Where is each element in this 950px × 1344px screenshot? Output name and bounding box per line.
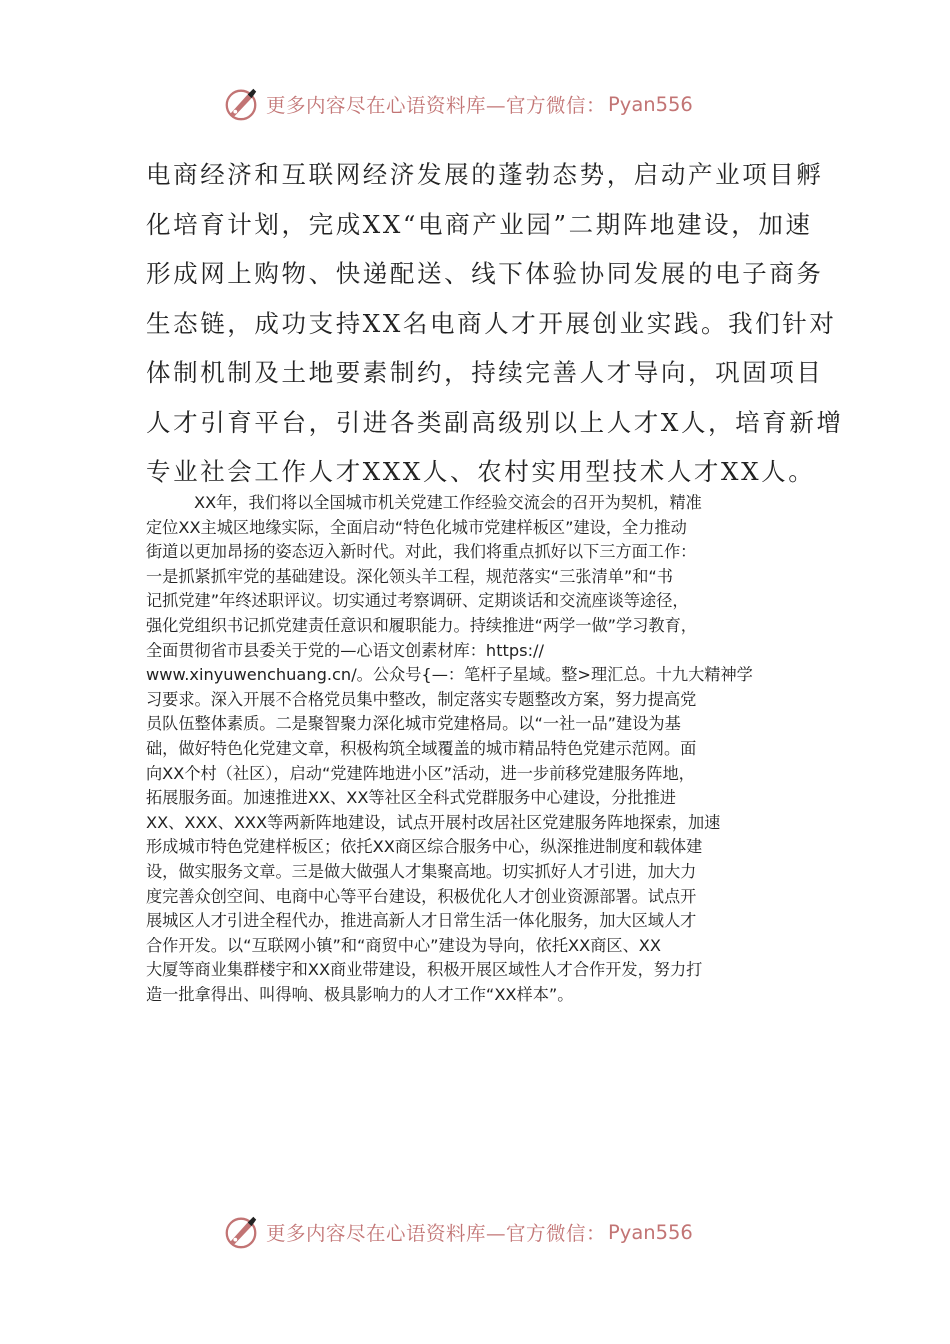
large-paragraph: [146, 150, 844, 497]
paragraph-line: 合作开发。以“互联网小镇”和“商贸中心”建设为导向，依托XX商区、XX: [146, 935, 661, 955]
paragraph-line: 大厦等商业集群楼宇和XX商业带建设，积极开展区域性人才合作开发，努力打: [146, 960, 703, 980]
paragraph-line: 化培育计划，完成XX“电商产业园”二期阵地建设，加速: [146, 209, 813, 239]
paragraph-line: www.xinyuwenchuang.cn/。公众号{—：笔杆子星域。整>理汇总。十九大精神学: [146, 665, 753, 685]
paragraph-line: 专业社会工作人才XXX人、农村实用型技术人才XX人。: [146, 457, 816, 486]
paragraph-line: 生态链，成功支持XX名电商人才开展创业实践。我们针对: [146, 308, 837, 338]
header-watermark: [222, 84, 693, 124]
watermark-handle: Pyan556: [608, 92, 693, 116]
watermark-text: 更多内容尽在心语资料库—官方微信：: [266, 94, 607, 117]
paragraph-line: XX、XXX、XXX等两新阵地建设，试点开展村改居社区党建服务阵地探索，加速: [146, 812, 721, 832]
paragraph-line: 一是抓紧抓牢党的基础建设。深化领头羊工程，规范落实“三张清单”和“书: [146, 566, 673, 586]
paragraph-line: 电商经济和互联网经济发展的蓬勃态势，启动产业项目孵: [146, 160, 824, 189]
paragraph-line: 人才引育平台，引进各类副高级别以上人才X人，培育新增: [146, 407, 844, 437]
paragraph-line: 全面贯彻省市县委关于党的—心语文创素材库：https://: [146, 640, 544, 660]
paragraph-line: XX年，我们将以全国城市机关党建工作经验交流会的召开为契机，精准: [194, 493, 702, 512]
paragraph-line: 员队伍整体素质。二是聚智聚力深化城市党建格局。以“一社一品”建设为基: [146, 714, 681, 734]
paragraph-line: 拓展服务面。加速推进XX、XX等社区全科式党群服务中心建设，分批推进: [146, 788, 676, 808]
pen-nib-logo-icon: [222, 1213, 260, 1251]
paragraph-line: 造一批拿得出、叫得响、极具影响力的人才工作“XX样本”。: [146, 984, 574, 1004]
watermark-handle: Pyan556: [608, 1220, 693, 1244]
paragraph-line: 展城区人才引进全程代办，推进高新人才日常生活一体化服务，加大区域人才: [146, 911, 697, 931]
paragraph-line: 街道以更加昂扬的姿态迈入新时代。对此，我们将重点抓好以下三方面工作：: [146, 542, 697, 562]
paragraph-line: 强化党组织书记抓党建责任意识和履职能力。持续推进“两学一做”学习教育，: [146, 615, 697, 635]
paragraph-line: 础，做好特色化党建文章，积极构筑全域覆盖的城市精品特色党建示范网。面: [146, 738, 697, 758]
footer-watermark: [222, 1212, 693, 1252]
pen-nib-logo-icon: [222, 85, 260, 123]
paragraph-line: 形成网上购物、快递配送、线下体验协同发展的电子商务: [146, 259, 824, 288]
small-paragraph: [146, 491, 816, 1007]
paragraph-line: 定位XX主城区地缘实际，全面启动“特色化城市党建样板区”建设，全力推动: [146, 517, 687, 537]
paragraph-line: 记抓党建”年终述职评议。切实通过考察调研、定期谈话和交流座谈等途径，: [146, 591, 689, 611]
watermark-text: 更多内容尽在心语资料库—官方微信：: [266, 1222, 607, 1245]
paragraph-line: 度完善众创空间、电商中心等平台建设，积极优化人才创业资源部署。试点开: [146, 886, 697, 906]
paragraph-line: 设，做实服务文章。三是做大做强人才集聚高地。切实抓好人才引进，加大力: [146, 861, 697, 881]
paragraph-line: 习要求。深入开展不合格党员集中整改，制定落实专题整改方案，努力提高党: [146, 689, 697, 709]
paragraph-line: 体制机制及土地要素制约，持续完善人才导向，巩固项目: [146, 358, 824, 387]
paragraph-line: 形成城市特色党建样板区；依托XX商区综合服务中心，纵深推进制度和载体建: [146, 837, 703, 857]
paragraph-line: 向XX个村（社区），启动“党建阵地进小区”活动，进一步前移党建服务阵地，: [146, 763, 695, 783]
